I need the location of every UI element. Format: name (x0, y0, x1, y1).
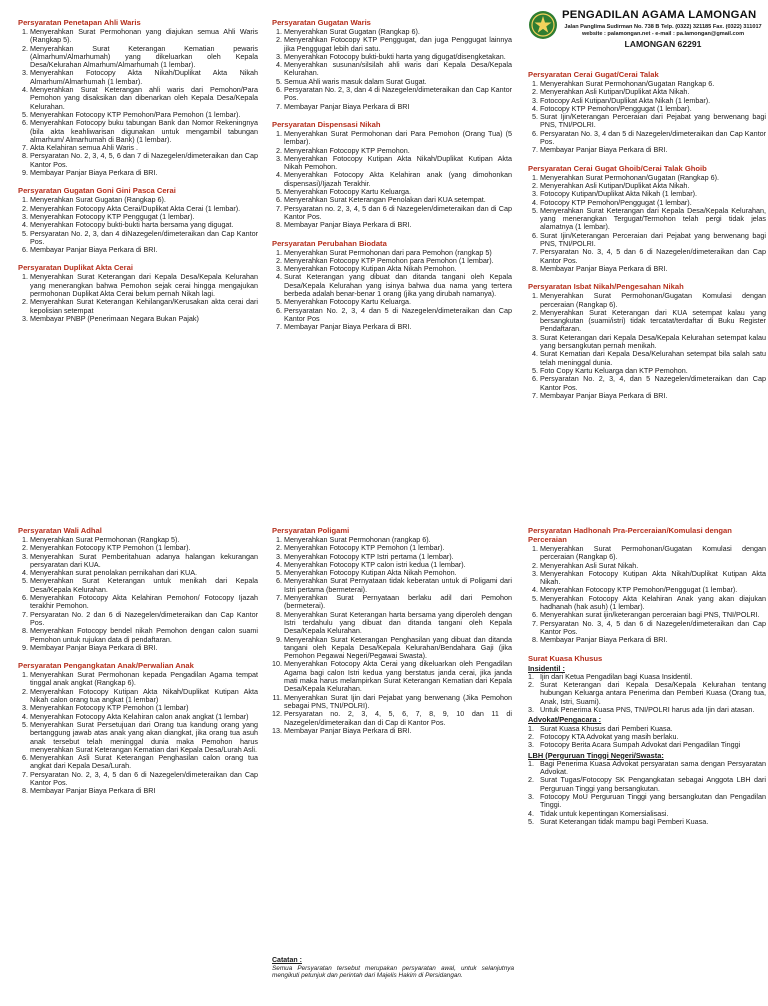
requirement-item: 8. Membayar Panjar Biaya Perkara di BRI (30, 787, 258, 795)
requirement-text: Fotocopy MoU Perguruan Tinggi yang bersangkutan dan Pengadilan Tinggi. (540, 792, 766, 810)
requirement-item (528, 818, 766, 826)
requirement-item: 13. Membayar Panjar Biaya Perkara di BRI. (284, 727, 512, 735)
requirement-item: 3. Surat Keterangan dari Kepala Desa/Kepala Kelurahan setempat kalau yang bersangkutan pernah menikah. (540, 334, 766, 351)
requirement-item: 6. Menyerahkan Asli Surat Keterangan Penghasilan calon orang tua angkat dari Kepala Desa/Lurah. (30, 754, 258, 771)
requirement-item: 2. Menyerahkan Fotocopy Kutipan Akta Nikah/Duplikat Kutipan Akta Nikah calon orang tua angkat (1 lembar) (30, 688, 258, 705)
requirement-item: 5. Semua Ahli waris masuk dalam Surat Gugat. (284, 78, 512, 86)
requirement-item: 4. Menyerahkan Fotocopy Akta Kelahiran anak (yang dimohonkan dispensasi)/Ijazah Terakhir. (284, 171, 512, 188)
court-header (528, 8, 764, 58)
requirement-item: 2. Menyerahkan Asli Kutipan/Duplikat Akta Nikah. (540, 182, 766, 190)
requirement-item (528, 706, 766, 714)
court-logo-icon (528, 10, 558, 40)
requirement-list (18, 536, 258, 652)
requirement-item: 6. Menyerahkan Fotocopy buku tabungan Bank dan Nomor Rekeningnya (bila akta keahliwarisan digunakan untuk mengambil tabungan almarhum/ Almarhumah di Bank) (1 lembar). (30, 119, 258, 144)
requirement-item: 2. Menyerahkan Fotocopy KTP Pemohon (1 lembar). (284, 544, 512, 552)
requirement-item: 1. Menyerahkan Surat Permohonan/Gugatan Komulasi dengan perceraian (Rangkap 6). (540, 545, 766, 562)
requirement-list (272, 28, 512, 111)
requirement-item: 3. Menyerahkan Surat Pemberitahuan adanya halangan kekurangan persyaratan dari KUA. (30, 553, 258, 570)
requirement-number: 2. (528, 775, 534, 785)
requirement-item: 2. Menyerahkan Surat Keterangan Kematian pewaris (Almarhum/Almarhumah) yang dikeluarkan oleh Kepala Desa/Kelurahan Almarhum/Almarhumah (1 lembar). (30, 45, 258, 70)
requirement-list (18, 28, 258, 177)
section-title: Surat Kuasa Khusus (528, 653, 603, 663)
requirement-number: 2. (528, 680, 534, 690)
requirement-item: 5. Surat Ijin/Keterangan Perceraian dari Pejabat yang berwenang bagi PNS, TNI/POLRI. (540, 113, 766, 130)
court-address-line2: website : palamongan.net - e-mail : pa.lamongan@gmail.com (581, 30, 745, 37)
section-title: Persyaratan Gugatan Goni Gini Pasca Cerai (18, 186, 176, 196)
requirement-item: 7. Persyaratan No. 2 dan 6 di Nazegelen/dimeteraikan dan Cap Kantor Pos. (30, 611, 258, 628)
section-title: Persyaratan Hadhonah Pra-Perceraian/Komulasi dengan Perceraian (528, 526, 732, 544)
requirement-item: 6. Menyerahkan surat ijin/keterangan perceraian bagi PNS, TNI/POLRI. (540, 611, 766, 619)
section-title: Persyaratan Gugatan Waris (272, 18, 371, 27)
requirement-item: 4. Menyerahkan surat penolakan pernikahan dari KUA. (30, 569, 258, 577)
requirement-item: 6. Persyaratan No. 3, 4 dan 5 di Nazegelen/dimeteraikan dan Cap Kantor Pos. (540, 130, 766, 147)
requirement-number: 3. (528, 705, 534, 715)
requirement-item (528, 760, 766, 777)
requirement-section (272, 18, 512, 111)
requirement-item: 2. Menyerahkan Asli Kutipan/Duplikat Akta Nikah. (540, 88, 766, 96)
requirement-item: 5. Menyerahkan Surat Keterangan dari Kepala Desa/Kepala Kelurahan, yang menerangkan Tergugat/Termohon telah pergi tidak jelas alamatnya (1 lembar). (540, 207, 766, 232)
requirement-item (528, 681, 766, 706)
requirement-item: 1. Menyerahkan Surat Permohonan dari Para Pemohon (Orang Tua) (5 lembar). (284, 130, 512, 147)
requirement-item: 1. Menyerahkan Surat Permohonan/Gugatan Rangkap 6. (540, 80, 766, 88)
requirement-number: 3. (528, 792, 534, 802)
requirement-item: 1. Menyerahkan Surat Permohonan/Gugatan Komulasi dengan perceraian (Rangkap 6). (540, 292, 766, 309)
requirement-item: 5. Menyerahkan Fotocopy Kartu Keluarga. (284, 188, 512, 196)
requirement-item: 9. Menyerahkan Surat Keterangan Penghasilan yang dibuat dan ditanda tangani oleh Kepala Desa/Kepala Kelurahan/Bendahara Gaji (jika Pemohon Pegawai Negeri/Pegawai Swasta). (284, 636, 512, 661)
requirement-item: 5. Menyerahkan Fotocopy KTP Pemohon/Para Pemohon (1 lembar). (30, 111, 258, 119)
column-top-right (528, 70, 766, 409)
requirement-list (528, 760, 766, 826)
section-title: Persyaratan Duplikat Akta Cerai (18, 263, 133, 273)
requirement-item: 3. Menyerahkan Fotocopy Kutipan Akta Nikah/Duplikat Kutipan Akta Nikah Pemohon. (284, 155, 512, 172)
requirement-item: 4. Surat Keterangan yang dibuat dan ditanda tangani oleh Kepala Desa/Kepala Kelurahan yang isinya bahwa dua nama yang tertera berbeda adalah benar-benar 1 orang (jika yang dirubah namanya). (284, 273, 512, 298)
requirement-item: 3. Menyerahkan Fotocopy Kutipan Akta Nikah Pemohon. (284, 265, 512, 273)
requirement-item: 3. Menyerahkan Fotocopy bukti-bukti harta yang digugat/disengketakan. (284, 53, 512, 61)
subsection-title: Advokat/Pengacara : (528, 715, 602, 725)
requirement-section (272, 120, 512, 230)
requirement-list (528, 174, 766, 274)
requirement-item: 1. Menyerahkan Surat Permohonan/Gugatan (Rangkap 6). (540, 174, 766, 182)
note-box (272, 957, 514, 980)
requirement-list (272, 130, 512, 230)
section-title: Persyaratan Pengangkatan Anak/Perwalian Anak (18, 661, 194, 671)
requirement-item: 7. Membayar Panjar Biaya Perkara di BRI. (540, 146, 766, 154)
requirement-item: 3. Menyerahkan Fotocopy KTP Pemohon (1 lembar) (30, 704, 258, 712)
requirement-item: 7. Membayar Panjar Biaya Perkara di BRI (284, 103, 512, 111)
requirement-item: 2. Menyerahkan Fotocopy KTP Penggugat, dan juga Penggugat lainnya jika Penggugat lebih dari satu. (284, 36, 512, 53)
requirement-item: 2. Menyerahkan Asli Surat Nikah. (540, 562, 766, 570)
requirement-item: 2. Menyerahkan Fotocopy KTP Pemohon para Pemohon (1 lembar). (284, 257, 512, 265)
requirement-item: 6. Membayar Panjar Biaya Perkara di BRI. (30, 246, 258, 254)
requirement-section (18, 186, 258, 254)
section-title: Persyaratan Poligami (272, 526, 350, 535)
requirement-list (18, 273, 258, 323)
requirement-item: 2. Menyerahkan Surat Keterangan Kehilangan/Kerusakan akta cerai dari kepolisian setempat (30, 298, 258, 315)
requirement-item: 5. Menyerahkan Fotocopy Kutipan Akta Nikah Pemohon. (284, 569, 512, 577)
requirement-section (272, 526, 512, 735)
note-body: Semua Persyaratan tersebut merupakan persyaratan awal, untuk selanjutnya mengikuti petunjuk dan perintah dari Majelis Hakim di Persidangan. (272, 964, 514, 980)
subsection-title: LBH (Perguruan Tinggi Negeri/Swasta: (528, 750, 664, 760)
requirement-list (528, 80, 766, 155)
requirement-item: 6. Surat Ijin/Keterangan Perceraian dari Pejabat yang berwenang bagi PNS, TNI/POLRI. (540, 232, 766, 249)
requirement-item: 3. Fotocopy Kutipan/Duplikat Akta Nikah (1 lembar). (540, 190, 766, 198)
requirement-item: 9. Membayar Panjar Biaya Perkara di BRI. (30, 644, 258, 652)
requirement-item: 2. Menyerahkan Fotocopy Akta Cerai/Duplikat Akta Cerai (1 lembar). (30, 205, 258, 213)
court-address (562, 24, 764, 38)
requirement-list (18, 671, 258, 795)
requirement-section (528, 526, 766, 645)
requirement-item: 7. Menyerahkan Surat Pernyataan berlaku adil dari Pemohon (bermeterai). (284, 594, 512, 611)
requirement-item: 2. Menyerahkan Surat Keterangan dari KUA setempat kalau yang bersangkutan (suami/istri) tidak tercatat/terdaftar di Buku Register Pendaftaran. (540, 309, 766, 334)
section-title: Persyaratan Isbat Nikah/Pengesahan Nikah (528, 282, 684, 292)
requirement-number: 1. (528, 758, 534, 768)
court-name: PENGADILAN AGAMA LAMONGAN (562, 9, 757, 21)
section-title: Persyaratan Wali Adhal (18, 526, 102, 535)
requirement-item: 7. Persyaratan No. 3, 4, 5 dan 6 di Nazegelen/dimeteraikan dan Cap Kantor Pos. (540, 248, 766, 265)
requirement-text: Untuk Penerima Kuasa PNS, TNI/POLRI harus ada Ijin dari atasan. (540, 705, 755, 715)
requirement-section (18, 263, 258, 323)
requirement-item: 3. Menyerahkan Fotocopy KTP Istri pertama (1 lembar). (284, 553, 512, 561)
requirement-item: 4. Menyerahkan Fotocopy KTP Pemohon/Penggugat (1 lembar). (540, 586, 766, 594)
requirement-text: Fotocopy Berita Acara Sumpah Advokat dari Pengadilan Tinggi (540, 740, 741, 750)
requirement-item (528, 776, 766, 793)
requirement-item: 2. Menyerahkan Fotocopy KTP Pemohon. (284, 147, 512, 155)
requirement-section (18, 526, 258, 652)
column-bottom-middle (272, 526, 512, 744)
requirement-section (528, 164, 766, 274)
requirement-item: 12. Persyaratan no. 2, 3, 4, 5, 6, 7, 8, 9, 10 dan 11 di Nazegelen/dimeteraikan dan di Cap di Kantor Pos. (284, 710, 512, 727)
requirement-item: 7. Akta Kelahiran semua Ahli Waris . (30, 144, 258, 152)
requirement-item: 3. Menyerahkan Fotocopy Akta Nikah/Duplikat Akta Nikah Almarhum/Almarhumah (1 lembar). (30, 69, 258, 86)
requirement-item: 6. Persyaratan No. 2, 3, 4, dan 5 Nazegelen/dimeteraikan dan Cap Kantor Pos. (540, 375, 766, 392)
subsection-title: Insidentil : (528, 663, 565, 673)
requirement-item: 8. Persyaratan No. 2, 3, 4, 5, 6 dan 7 di Nazegelen/dimeteraikan dan Cap Kantor Pos. (30, 152, 258, 169)
requirement-item: 4. Menyerahkan Fotocopy Akta Kelahiran calon anak angkat (1 lembar) (30, 713, 258, 721)
requirement-item: 6. Persyaratan No. 2, 3, 4 dan 5 di Nazegelen/dimeteraikan dan Cap Kantor Pos (284, 307, 512, 324)
requirement-item: 1. Menyerahkan Surat Gugatan (Rangkap 6). (30, 196, 258, 204)
requirement-list (528, 292, 766, 400)
section-title: Persyaratan Perubahan Biodata (272, 238, 387, 248)
requirement-item: 3. Fotocopy Asli Kutipan/Duplikat Akta Nikah (1 lembar). (540, 97, 766, 105)
requirement-number: 2. (528, 731, 534, 741)
section-title: Persyaratan Cerai Gugat Ghoib/Cerai Talak Ghoib (528, 163, 707, 173)
requirement-item: 4. Menyerahkan susunan/silsilah ahli waris dari Kepala Desa/Kepala Kelurahan. (284, 61, 512, 78)
requirement-section (18, 661, 258, 795)
requirement-item (528, 741, 766, 749)
column-top-middle (272, 18, 512, 341)
requirement-item: 7. Persyaratan no. 2, 3, 4, 5 dan 6 di Nazegelen/dimeteraikan dan di Cap Kantor Pos. (284, 205, 512, 222)
requirement-section (528, 282, 766, 400)
requirement-item: 1. Menyerahkan Surat Permohonan (rangkap 6). (284, 536, 512, 544)
requirement-number: 1. (528, 671, 534, 681)
requirement-item: 5. Menyerahkan Fotocopy Akta Kelahiran Anak yang akan diajukan hadhanah (hak asuh) (1 lembar). (540, 595, 766, 612)
requirement-item: 4. Fotocopy KTP Pemohon/Penggugat (1 lembar). (540, 199, 766, 207)
requirement-text: Tidak untuk kepentingan Komersialisasi. (540, 808, 669, 818)
requirement-item: 1. Menyerahkan Surat Permohonan (Rangkap 5). (30, 536, 258, 544)
requirement-text: Surat Keterangan tidak mampu bagi Pemberi Kuasa. (540, 816, 709, 826)
requirement-list (528, 545, 766, 645)
requirement-text: Surat Tugas/Fotocopy SK Pengangkatan sebagai Anggota LBH dari Perguruan Tinggi yang bersangkutan. (540, 775, 766, 793)
requirement-item: 1. Menyerahkan Surat Permohonan yang diajukan semua Ahli Waris (Rangkap 5). (30, 28, 258, 45)
requirement-item: 4. Menyerahkan Surat Keterangan ahli waris dari Pemohon/Para Pemohon yang disaksikan dan dibenarkan oleh Kepala Desa/Kepala Kelurahan. (30, 86, 258, 111)
requirement-item: 4. Surat Kematian dari Kepala Desa/Kelurahan setempat bila salah satu telah meninggal dunia. (540, 350, 766, 367)
requirement-number: 4. (528, 808, 534, 818)
section-title: Persyaratan Penetapan Ahli Waris (18, 18, 141, 27)
requirement-section (528, 654, 766, 827)
note-title: Catatan : (272, 957, 302, 964)
requirement-number: 1. (528, 723, 534, 733)
requirement-item: 2. Menyerahkan Fotocopy KTP Pemohon (1 lembar). (30, 544, 258, 552)
requirement-item: 7. Membayar Panjar Biaya Perkara di BRI. (284, 323, 512, 331)
requirement-item: 8. Menyerahkan Surat Keterangan harta bersama yang diperoleh dengan Istri terdahulu yang dibuat dan ditanda tangani oleh Kepala Desa/Kepala Kelurahan. (284, 611, 512, 636)
requirement-item: 5. Persyaratan No. 2, 3, dan 4 diNazegelen/dimeteraikan dan Cap Kantor Pos. (30, 230, 258, 247)
requirement-section (18, 18, 258, 177)
requirement-list (528, 725, 766, 750)
requirement-number: 5. (528, 816, 534, 826)
requirement-list (528, 673, 766, 714)
column-top-left (18, 18, 258, 332)
requirement-item: 5. Foto Copy Kartu Keluarga dan KTP Pemohon. (540, 367, 766, 375)
requirement-item: 6. Menyerahkan Surat Keterangan Penolakan dari KUA setempat. (284, 196, 512, 204)
requirement-item: 3. Menyerahkan Fotocopy KTP Penggugat (1 lembar). (30, 213, 258, 221)
requirement-item: 8. Menyerahkan Fotocopy bendel nikah Pemohon dengan calon suami Pemohon untuk rujukan data di pendaftaran. (30, 627, 258, 644)
requirement-list (18, 196, 258, 254)
requirement-list (272, 249, 512, 332)
court-address-line1: Jalan Panglima Sudirman No. 738 B Telp. (0322) 321185 Fax. (0322) 311017 (564, 24, 762, 30)
requirement-item: 11. Menyerahkan Surat Ijin dari Pejabat yang berwenang (Jika Pemohon sebagai PNS, TNI/POLRI). (284, 694, 512, 711)
requirement-item: 8. Membayar Panjar Biaya Perkara di BRI. (284, 221, 512, 229)
requirement-item: 3. Membayar PNBP (Penerimaan Negara Bukan Pajak) (30, 315, 258, 323)
requirement-item: 5. Menyerahkan Surat Persetujuan dari Orang tua kandung orang yang bertanggung jawab atas anak yang akan diangkat, jika orang tua asuh anak tersebut telah meninggal dunia maka Pemohon harus menyerahkan Surat Keterangan Kematian dari Kepala Desa/Lurah Asli. (30, 721, 258, 754)
requirement-section (528, 70, 766, 155)
requirement-item: 7. Persyaratan No. 2, 3, 4, 5 dan 6 di Nazegelen/dimeteraikan dan Cap Kantor Pos. (30, 771, 258, 788)
section-title: Persyaratan Cerai Gugat/Cerai Talak (528, 70, 659, 79)
requirement-item: 1. Menyerahkan Surat Permohonan kepada Pengadilan Agama tempat tinggal anak angkat (Rangkap 6). (30, 671, 258, 688)
requirement-item: 3. Menyerahkan Fotocopy Kutipan Akta Nikah/Duplikat Kutipan Akta Nikah. (540, 570, 766, 587)
requirement-item: 8. Membayar Panjar Biaya Perkara di BRI. (540, 636, 766, 644)
requirement-text: Bagi Penerima Kuasa Advokat persyaratan sama dengan Persyaratan Advokat. (540, 758, 766, 777)
requirement-item: 10. Menyerahkan Fotocopy Akta Cerai yang dikeluarkan oleh Pengadilan Agama bagi calon Istri kedua yang berstatus janda cerai, jika janda mati maka harus melampirkan Surat Keterangan Kematian dari Kepala Desa/Kepala Kelurahan. (284, 660, 512, 693)
requirement-item: 4. Menyerahkan Fotocopy KTP calon istri kedua (1 lembar). (284, 561, 512, 569)
requirement-item: 1. Menyerahkan Surat Keterangan dari Kepala Desa/Kepala Kelurahan yang menerangkan bahwa Pemohon sejak cerai hingga mengajukan permohonan Duplikat Akta Cerai belum pernah Nikah lagi. (30, 273, 258, 298)
requirement-item: 6. Persyaratan No. 2, 3, dan 4 di Nazegelen/dimeteraikan dan Cap Kantor Pos. (284, 86, 512, 103)
court-city: LAMONGAN 62291 (624, 39, 702, 49)
requirement-text: Fotocopy KTA Advokat yang masih berlaku. (540, 731, 679, 741)
requirement-item: 9. Membayar Panjar Biaya Perkara di BRI. (30, 169, 258, 177)
requirement-item (528, 793, 766, 810)
requirement-list (272, 536, 512, 735)
requirement-item: 8. Membayar Panjar Biaya Perkara di BRI. (540, 265, 766, 273)
requirement-item: 6. Menyerahkan Fotocopy Akta Kelahiran Pemohon/ Fotocopy Ijazah terakhir Pemohon. (30, 594, 258, 611)
column-bottom-left (18, 526, 258, 805)
requirement-item: 4. Menyerahkan Fotocopy bukti-bukti harta bersama yang digugat. (30, 221, 258, 229)
column-bottom-right (528, 526, 766, 835)
requirement-item: 7. Persyaratan No. 3, 4, 5 dan 6 di Nazegelen/dimeteraikan dan Cap Kantor Pos. (540, 620, 766, 637)
requirement-item: 4. Fotocopy KTP Pemohon/Penggugat (1 lembar). (540, 105, 766, 113)
requirement-text: Surat Keterangan dari Kepala Desa/Kepala Kelurahan tentang hubungan Keluarga antara Penerima dan Pemberi Kuasa (Orang tua, Anak, Istri, Suami). (540, 680, 766, 706)
section-title: Persyaratan Dispensasi Nikah (272, 119, 381, 129)
requirement-item: 6. Menyerahkan Surat Pernyataan tidak keberatan untuk di Poligami dari Istri pertama (bermeterai). (284, 577, 512, 594)
requirement-item: 1. Menyerahkan Surat Permohonan dari para Pemohon (rangkap 5) (284, 249, 512, 257)
requirement-number: 3. (528, 740, 534, 750)
requirement-text: Surat Kuasa Khusus dari Pemberi Kuasa. (540, 723, 673, 733)
requirement-section (272, 239, 512, 332)
requirement-item: 7. Membayar Panjar Biaya Perkara di BRI. (540, 392, 766, 400)
requirement-item: 5. Menyerahkan Fotocopy Kartu Keluarga. (284, 298, 512, 306)
requirement-item: 5. Menyerahkan Surat Keterangan untuk menikah dari Kepala Desa/Kepala Kelurahan. (30, 577, 258, 594)
requirement-item: 1. Menyerahkan Surat Gugatan (Rangkap 6). (284, 28, 512, 36)
requirement-text: Ijin dari Ketua Pengadilan bagi Kuasa Insidentil. (540, 671, 693, 681)
